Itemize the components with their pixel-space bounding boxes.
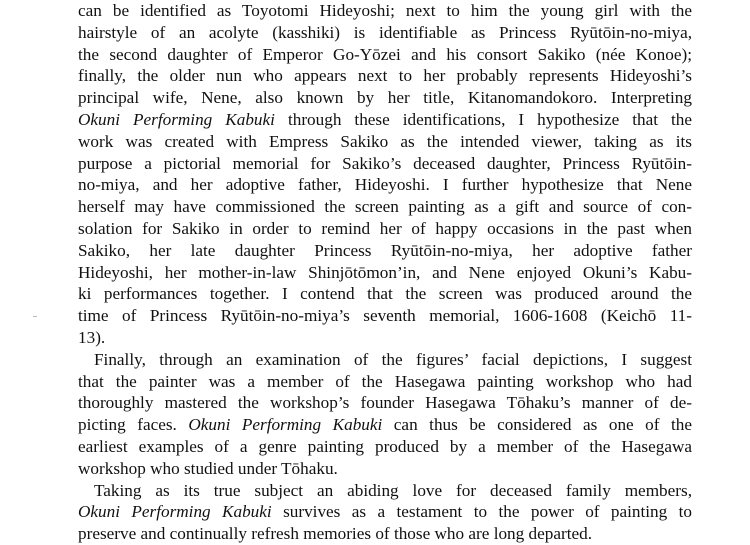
text-line: work was created with Empress Sakiko as the intended viewer, taking as its [78,131,692,151]
text-line: Finally, through an examination of the figures’ facial depictions, I suggest [94,349,692,369]
text-line: ki performances together. I contend that the screen was produced around the [78,284,692,304]
text-line: herself may have commissioned the screen painting as a gift and source of con- [78,197,692,217]
text-segment: can thus be considered as one of the [382,415,692,435]
text-segment: survives as a testament to the power of painting to [271,502,692,522]
text-line [78,414,692,436]
paragraph [78,480,692,545]
text-line: preserve and continually refresh memories of those who are long departed. [78,524,593,544]
text-line: the second daughter of Emperor Go-Yōzei and his consort Sakiko (née Konoe); [78,44,692,64]
text-line: thoroughly mastered the workshop’s founder Hasegawa Tōhaku’s manner of de- [78,393,692,413]
text-line [78,501,692,523]
text-line: solation for Sakiko in order to remind her of happy occasions in the past when [78,218,692,238]
text-line: can be identified as Toyotomi Hideyoshi; next to him the young girl with the [78,1,692,20]
work-title: Okuni Performing Kabuki [188,415,383,435]
work-title: Okuni Performing Kabuki [78,502,272,522]
text-line [78,109,692,131]
document-body [78,0,692,545]
text-line: that the painter was a member of the Hasegawa painting workshop who had [78,371,692,391]
text-line: time of Princess Ryūtōin-no-miya’s seventh memorial, 1606-1608 (Keichō 11- [78,306,692,326]
text-line: Taking as its true subject an abiding love for deceased family members, [94,480,692,500]
text-line: workshop who studied under Tōhaku. [78,458,338,478]
text-line: finally, the older nun who appears next to her probably represents Hideyoshi’s [78,66,692,86]
paragraph [78,0,692,349]
text-line: hairstyle of an acolyte (kasshiki) is identifiable as Princess Ryūtōin-no-miya, [78,22,692,42]
text-line: principal wife, Nene, also known by her title, Kitanomandokoro. Interpreting [78,88,692,108]
margin-mark [33,316,37,317]
text-segment: picting faces. [78,415,189,435]
text-line: earliest examples of a genre painting produced by a member of the Hasegawa [78,436,692,456]
text-line: Sakiko, her late daughter Princess Ryūtōin-no-miya, her adoptive father [78,240,692,260]
text-line: purpose a pictorial memorial for Sakiko’s deceased daughter, Princess Ryūtōin- [78,153,692,173]
text-line: no-miya, and her adoptive father, Hideyoshi. I further hypothesize that Nene [78,175,692,195]
text-segment: through these identifications, I hypothesize that the [274,109,692,129]
paragraph [78,349,692,480]
work-title: Okuni Performing Kabuki [78,109,275,129]
text-line: Hideyoshi, her mother-in-law Shinjōtōmon’in, and Nene enjoyed Okuni’s Kabu- [78,262,692,282]
text-line: 13). [78,327,106,347]
